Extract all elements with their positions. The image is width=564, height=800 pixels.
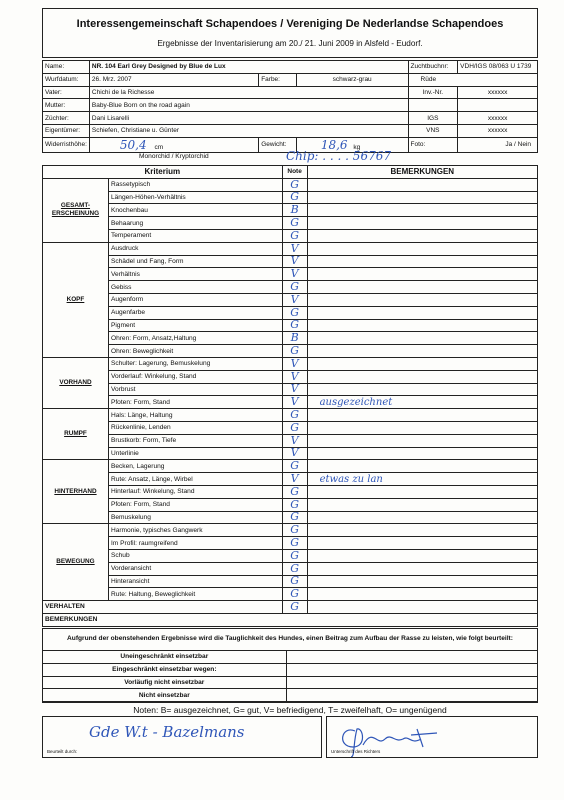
criterion-label: Vorderlauf: Winkelung, Stand xyxy=(108,370,282,383)
criterion-note-cell xyxy=(282,383,307,396)
verhalten-label: VERHALTEN xyxy=(43,601,283,614)
criterion-remark-cell xyxy=(307,345,537,358)
criterion-remark-cell xyxy=(307,485,537,498)
criterion-note-cell xyxy=(282,242,307,255)
invnr-label: Inv.-Nr. xyxy=(408,86,458,99)
document-header xyxy=(42,8,538,58)
option-nicht-einsetzbar: Nicht einsetzbar xyxy=(43,689,287,702)
criterion-note-cell xyxy=(282,434,307,447)
criteria-row xyxy=(43,421,538,434)
criterion-note: V xyxy=(290,472,299,486)
criterion-note: G xyxy=(290,216,299,230)
criterion-remark-cell xyxy=(307,396,537,409)
criteria-row xyxy=(43,485,538,498)
criteria-row xyxy=(43,537,538,550)
foto-label: Foto: xyxy=(408,137,458,152)
criterion-label: Vorbrust xyxy=(108,383,282,396)
criterion-note-cell xyxy=(282,191,307,204)
criterion-remark-cell xyxy=(307,473,537,486)
criteria-row xyxy=(43,447,538,460)
criterion-label: Harmonie, typisches Gangwerk xyxy=(108,524,282,537)
criterion-label: Verhältnis xyxy=(108,268,282,281)
group-label: KOPF xyxy=(43,242,109,357)
criterion-remark-cell xyxy=(307,178,537,191)
summary-table xyxy=(42,628,538,702)
criterion-note-cell xyxy=(282,524,307,537)
criteria-row xyxy=(43,460,538,473)
criterion-remark-cell xyxy=(307,255,537,268)
criterion-note: G xyxy=(290,587,299,601)
criterion-remark-cell xyxy=(307,537,537,550)
criterion-label: Schädel und Fang, Form xyxy=(108,255,282,268)
criterion-note-cell xyxy=(282,204,307,217)
zuchtbuchnr-label: Zuchtbuchnr: xyxy=(408,61,458,74)
mutter-value: Baby-Blue Born on the road again xyxy=(89,99,408,112)
criterion-label: Im Profil: raumgreifend xyxy=(108,537,282,550)
gewicht-value: 18,6 xyxy=(320,137,348,152)
document-subtitle: Ergebnisse der Inventarisierung am 20./ 21. Juni 2009 in Alsfeld - Eudorf. xyxy=(157,39,423,48)
criterion-note: G xyxy=(290,498,299,511)
document-title: Interessengemeinschaft Schapendoes / Vereniging De Nederlandse Schapendoes xyxy=(76,18,504,30)
group-label: GESAMT-ERSCHEINUNG xyxy=(43,178,109,242)
criterion-note: G xyxy=(290,229,299,242)
criterion-note-cell xyxy=(282,306,307,319)
criterion-remark-cell xyxy=(307,357,537,370)
criteria-row xyxy=(43,524,538,537)
criterion-note: V xyxy=(290,447,299,460)
criterion-label: Rute: Ansatz, Länge, Wirbel xyxy=(108,473,282,486)
criteria-row xyxy=(43,204,538,217)
criterion-note-cell xyxy=(282,345,307,358)
criteria-row xyxy=(43,357,538,370)
option-uneingeschraenkt: Uneingeschränkt einsetzbar xyxy=(43,651,287,664)
farbe-label: Farbe: xyxy=(259,73,297,86)
criterion-note-cell xyxy=(282,575,307,588)
criterion-remark-cell xyxy=(307,447,537,460)
criterion-note-cell xyxy=(282,293,307,306)
criterion-note: G xyxy=(290,421,299,434)
criterion-note-cell xyxy=(282,281,307,294)
criterion-label: Vorderansicht xyxy=(108,562,282,575)
criterion-note: V xyxy=(290,242,299,255)
criterion-note-cell xyxy=(282,562,307,575)
criteria-table xyxy=(42,165,538,627)
criteria-row xyxy=(43,281,538,294)
criteria-row xyxy=(43,268,538,281)
criterion-note-cell xyxy=(282,178,307,191)
criteria-row xyxy=(43,434,538,447)
criterion-remark-cell xyxy=(307,409,537,422)
col-note: Note xyxy=(282,166,307,179)
criterion-remark-cell xyxy=(307,229,537,242)
criteria-row xyxy=(43,345,538,358)
criterion-note-cell xyxy=(282,217,307,230)
monorchid-label: Monorchid / Kryptorchid xyxy=(139,153,209,160)
criterion-remark-cell xyxy=(307,421,537,434)
criterion-note-cell xyxy=(282,588,307,601)
dog-info-table xyxy=(42,60,538,153)
sex-value: Rüde xyxy=(408,73,537,86)
criterion-note: G xyxy=(290,575,299,588)
criterion-remark-cell xyxy=(307,498,537,511)
criterion-label: Rassetypisch xyxy=(108,178,282,191)
criterion-note: G xyxy=(290,191,299,204)
verhalten-remark-cell xyxy=(307,601,537,614)
verhalten-row xyxy=(43,601,538,614)
summary-intro: Aufgrund der obenstehenden Ergebnisse wird die Tauglichkeit des Hundes, einen Beitrag zum Aufbau der Rasse zu leisten, wie folgt beurteilt: xyxy=(43,629,538,651)
criterion-note: V xyxy=(290,357,299,370)
criterion-note: G xyxy=(290,511,299,524)
criterion-remark-cell xyxy=(307,191,537,204)
eigentuemer-label: Eigentümer: xyxy=(43,124,90,137)
verhalten-note-cell xyxy=(282,601,307,614)
criterion-remark-cell xyxy=(307,204,537,217)
notes-legend: Noten: B= ausgezeichnet, G= gut, V= befriedigend, T= zweifelhaft, O= ungenügend xyxy=(42,702,538,715)
criterion-label: Hinteransicht xyxy=(108,575,282,588)
criterion-remark-cell xyxy=(307,588,537,601)
criterion-note: B xyxy=(290,203,299,217)
wurfdatum-label: Wurfdatum: xyxy=(43,73,90,86)
criteria-row xyxy=(43,575,538,588)
criterion-note-cell xyxy=(282,409,307,422)
criteria-row xyxy=(43,178,538,191)
criterion-label: Unterlinie xyxy=(108,447,282,460)
criterion-label: Gebiss xyxy=(108,281,282,294)
vns-value: xxxxxx xyxy=(458,124,538,137)
richter-label: Unterschrift des Richters xyxy=(331,749,381,754)
criterion-note-cell xyxy=(282,255,307,268)
criterion-remark: ausgezeichnet xyxy=(319,396,393,408)
criterion-remark-cell xyxy=(307,281,537,294)
vns-label: VNS xyxy=(408,124,458,137)
criterion-note-cell xyxy=(282,460,307,473)
criterion-label: Bemuskelung xyxy=(108,511,282,524)
farbe-value: schwarz-grau xyxy=(296,73,408,86)
zuechter-value: Dani Lisarelli xyxy=(89,112,408,125)
criteria-row xyxy=(43,332,538,345)
criterion-note: G xyxy=(290,408,299,422)
criterion-note: G xyxy=(290,523,299,537)
foto-value: Ja / Nein xyxy=(458,137,538,152)
group-label: BEWEGUNG xyxy=(43,524,109,601)
criteria-body xyxy=(43,166,538,627)
criterion-remark-cell xyxy=(307,306,537,319)
criterion-note: V xyxy=(290,267,299,281)
vater-value: Chichi de la Richesse xyxy=(89,86,408,99)
criteria-row xyxy=(43,409,538,422)
criterion-label: Schub xyxy=(108,549,282,562)
criteria-row xyxy=(43,229,538,242)
criterion-note-cell xyxy=(282,319,307,332)
criteria-row xyxy=(43,319,538,332)
criterion-label: Augenform xyxy=(108,293,282,306)
criterion-note: G xyxy=(290,344,299,358)
criteria-row xyxy=(43,473,538,486)
criterion-label: Hals: Länge, Haltung xyxy=(108,409,282,422)
criterion-label: Pigment xyxy=(108,319,282,332)
criterion-note-cell xyxy=(282,357,307,370)
criterion-label: Hinterlauf: Winkelung, Stand xyxy=(108,485,282,498)
zuechter-label: Züchter: xyxy=(43,112,90,125)
criterion-note: V xyxy=(290,383,299,396)
criterion-note: G xyxy=(290,178,299,191)
eigentuemer-value: Schiefen, Christiane u. Günter xyxy=(89,124,408,137)
criterion-label: Ohren: Beweglichkeit xyxy=(108,345,282,358)
criterion-note: G xyxy=(290,459,299,473)
criterion-label: Rückenlinie, Lenden xyxy=(108,421,282,434)
option-eingeschraenkt: Eingeschränkt einsetzbar wegen: xyxy=(43,663,287,676)
criterion-note-cell xyxy=(282,549,307,562)
bemerkungen-label: BEMERKUNGEN xyxy=(43,613,538,626)
criterion-label: Längen-Höhen-Verhältnis xyxy=(108,191,282,204)
criteria-row xyxy=(43,562,538,575)
group-label: RUMPF xyxy=(43,409,109,460)
criterion-label: Ausdruck xyxy=(108,242,282,255)
beurteilt-value: Gde W.t - Bazelmans xyxy=(89,723,245,741)
invnr-value: xxxxxx xyxy=(458,86,538,99)
criterion-note-cell xyxy=(282,537,307,550)
criterion-remark-cell xyxy=(307,460,537,473)
gewicht-unit: kg xyxy=(353,143,361,151)
igs-label: IGS xyxy=(408,112,458,125)
criteria-row xyxy=(43,511,538,524)
criterion-label: Brustkorb: Form, Tiefe xyxy=(108,434,282,447)
criterion-note: G xyxy=(290,319,299,332)
criterion-note: V xyxy=(290,434,299,447)
criterion-label: Pfoten: Form, Stand xyxy=(108,498,282,511)
criteria-row xyxy=(43,396,538,409)
criterion-label: Becken, Lagerung xyxy=(108,460,282,473)
signature-area xyxy=(42,716,538,758)
criteria-row xyxy=(43,370,538,383)
criterion-note: V xyxy=(290,293,299,306)
widerrist-value: 50,4 xyxy=(119,137,147,152)
criteria-row xyxy=(43,549,538,562)
criterion-remark-cell xyxy=(307,332,537,345)
criterion-note: G xyxy=(290,280,299,294)
group-label: VORHAND xyxy=(43,357,109,408)
criterion-remark-cell xyxy=(307,575,537,588)
group-label: HINTERHAND xyxy=(43,460,109,524)
criterion-remark-cell xyxy=(307,319,537,332)
verhalten-note: G xyxy=(290,600,299,613)
mutter-label: Mutter: xyxy=(43,99,90,112)
name-label: Name: xyxy=(43,61,90,74)
criterion-note: G xyxy=(290,485,299,498)
wurfdatum-value: 26. Mrz. 2007 xyxy=(89,73,258,86)
criterion-note: G xyxy=(290,562,299,575)
criterion-remark-cell xyxy=(307,511,537,524)
criterion-note-cell xyxy=(282,485,307,498)
igs-value: xxxxxx xyxy=(458,112,538,125)
widerrist-label: Widerristhöhe: xyxy=(43,137,90,152)
criterion-note-cell xyxy=(282,473,307,486)
criterion-note: G xyxy=(290,306,299,319)
criterion-note-cell xyxy=(282,421,307,434)
criterion-note-cell xyxy=(282,396,307,409)
zuchtbuchnr-value: VDH/IGS 08/063 U 1739 xyxy=(458,61,538,74)
criterion-remark-cell xyxy=(307,524,537,537)
bemerkungen-row xyxy=(43,613,538,626)
criterion-remark-cell xyxy=(307,242,537,255)
criterion-remark-cell xyxy=(307,562,537,575)
criterion-label: Knochenbau xyxy=(108,204,282,217)
criteria-row xyxy=(43,242,538,255)
criterion-label: Behaarung xyxy=(108,217,282,230)
criterion-note: V xyxy=(290,370,299,383)
richter-box xyxy=(326,716,538,758)
criteria-row xyxy=(43,588,538,601)
criterion-label: Ohren: Form, Ansatz,Haltung xyxy=(108,332,282,345)
criterion-label: Schulter: Lagerung, Bemuskelung xyxy=(108,357,282,370)
criterion-note: G xyxy=(290,549,299,562)
widerrist-unit: cm xyxy=(154,143,164,151)
chip-note: Chip: . . . . 56767 xyxy=(286,149,391,163)
criterion-remark-cell xyxy=(307,434,537,447)
criterion-note: B xyxy=(290,331,299,345)
criterion-note-cell xyxy=(282,370,307,383)
criterion-note-cell xyxy=(282,447,307,460)
col-kriterium: Kriterium xyxy=(43,166,283,179)
criterion-note: G xyxy=(290,536,299,549)
col-bemerkungen: BEMERKUNGEN xyxy=(307,166,537,179)
criterion-remark-cell xyxy=(307,268,537,281)
criterion-label: Pfoten: Form, Stand xyxy=(108,396,282,409)
gewicht-label: Gewicht: xyxy=(259,137,297,152)
criterion-remark: etwas zu lan xyxy=(319,473,383,485)
criterion-note-cell xyxy=(282,332,307,345)
criterion-remark-cell xyxy=(307,217,537,230)
beurteilt-label: Beurteilt durch: xyxy=(47,749,78,754)
criterion-note-cell xyxy=(282,498,307,511)
name-value: NR. 104 Earl Grey Designed by Blue de Lux xyxy=(89,61,408,74)
criteria-row xyxy=(43,217,538,230)
criterion-remark-cell xyxy=(307,549,537,562)
criterion-note: V xyxy=(290,255,299,268)
criteria-row xyxy=(43,383,538,396)
criterion-note-cell xyxy=(282,268,307,281)
criteria-row xyxy=(43,498,538,511)
criterion-label: Rute: Haltung, Beweglichkeit xyxy=(108,588,282,601)
criterion-note-cell xyxy=(282,511,307,524)
option-vorlaeufig-nicht: Vorläufig nicht einsetzbar xyxy=(43,676,287,689)
criteria-row xyxy=(43,191,538,204)
criterion-remark-cell xyxy=(307,370,537,383)
widerrist-cell xyxy=(89,137,258,152)
criterion-remark-cell xyxy=(307,293,537,306)
criterion-note-cell xyxy=(282,229,307,242)
criterion-note: V xyxy=(290,395,299,409)
criterion-label: Augenfarbe xyxy=(108,306,282,319)
beurteilt-box xyxy=(42,716,322,758)
vater-label: Vater: xyxy=(43,86,90,99)
criterion-label: Temperament xyxy=(108,229,282,242)
criteria-row xyxy=(43,293,538,306)
criterion-remark-cell xyxy=(307,383,537,396)
criteria-row xyxy=(43,306,538,319)
criteria-row xyxy=(43,255,538,268)
